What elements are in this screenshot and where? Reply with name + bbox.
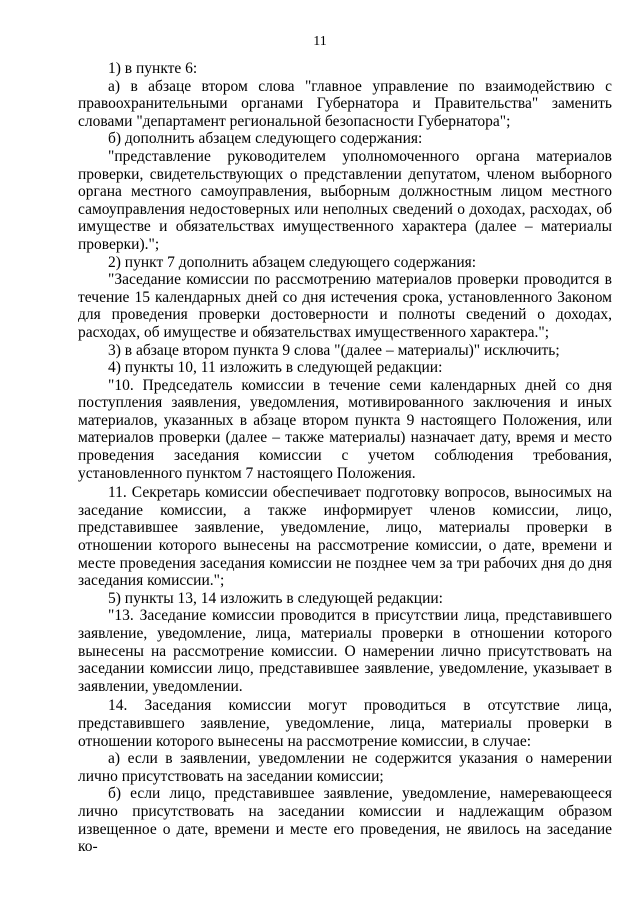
paragraph: "Заседание комиссии по рассмотрению материалов проверки проводится в течение 15 календарных дней со дня истечения срока, установленного Законом для проведения проверки достоверности и полноты сведений о доходах, расходах, об имуществе и обязательствах имущественного характера."; [78,271,612,341]
paragraph: "10. Председатель комиссии в течение семи календарных дней со дня поступления заявления, уведомления, мотивированного заключения и иных материалов, указанных в абзаце втором пункта 9 настоящего Положения, или материалов проверки (далее – также материалы) назначает дату, время и место проведения заседания комиссии с учетом соблюдения требования, установленного пунктом 7 настоящего Положения. [78,376,612,482]
page-number: 11 [313,34,327,49]
paragraph: 3) в абзаце втором пункта 9 слова "(далее – материалы)" исключить; [108,341,560,359]
document-body [78,60,612,856]
paragraph: 14. Заседания комиссии могут проводиться в отсутствие лица, представившего заявление, уведомление, лица, материалы проверки в отношении которого вынесены на рассмотрение комиссии, в случае: [78,697,612,750]
paragraph: 2) пункт 7 дополнить абзацем следующего содержания: [108,253,477,271]
paragraph: 11. Секретарь комиссии обеспечивает подготовку вопросов, выносимых на заседание комиссии, а также информирует членов комиссии, лицо, представившее заявление, уведомление, лицо, материалы проверки в отношении которого вынесены на рассмотрение комиссии, о дате, времени и месте проведения заседания комиссии не позднее чем за три рабочих дня до дня заседания комиссии."; [78,484,612,590]
paragraph: б) если лицо, представившее заявление, уведомление, намеревающееся лично присутствовать на заседании комиссии и надлежащим образом извещенное о дате, времени и месте его проведения, не явилось на заседание ко- [78,785,612,856]
paragraph: "13. Заседание комиссии проводится в присутствии лица, представившего заявление, уведомление, лица, материалы проверки в отношении которого вынесены на рассмотрение комиссии. О намерении лично присутствовать на заседании комиссии лицо, представившее заявление, уведомление, указывает в заявлении, уведомлении. [78,607,612,695]
paragraph: 5) пункты 13, 14 изложить в следующей редакции: [108,589,443,607]
paragraph: 1) в пункте 6: [108,60,198,77]
paragraph: а) если в заявлении, уведомлении не содержится указания о намерении лично присутствовать на заседании комиссии; [78,750,612,785]
paragraph: а) в абзаце втором слова "главное управление по взаимодействию с правоохранительными органами Губернатора и Правительства" заменить словами "департамент региональной безопасности Губернатора"; [78,77,612,130]
paragraph: 4) пункты 10, 11 изложить в следующей редакции: [108,359,443,377]
paragraph: б) дополнить абзацем следующего содержания: [108,130,423,148]
paragraph: "представление руководителем уполномоченного органа материалов проверки, свидетельствующих о представлении депутатом, членом выборного органа местного самоуправления, выборным должностным лицом местного самоуправления недостоверных или неполных сведений о доходах, расходах, об имуществе и обязательствах имущественного характера (далее – материалы проверки)."; [78,147,612,253]
